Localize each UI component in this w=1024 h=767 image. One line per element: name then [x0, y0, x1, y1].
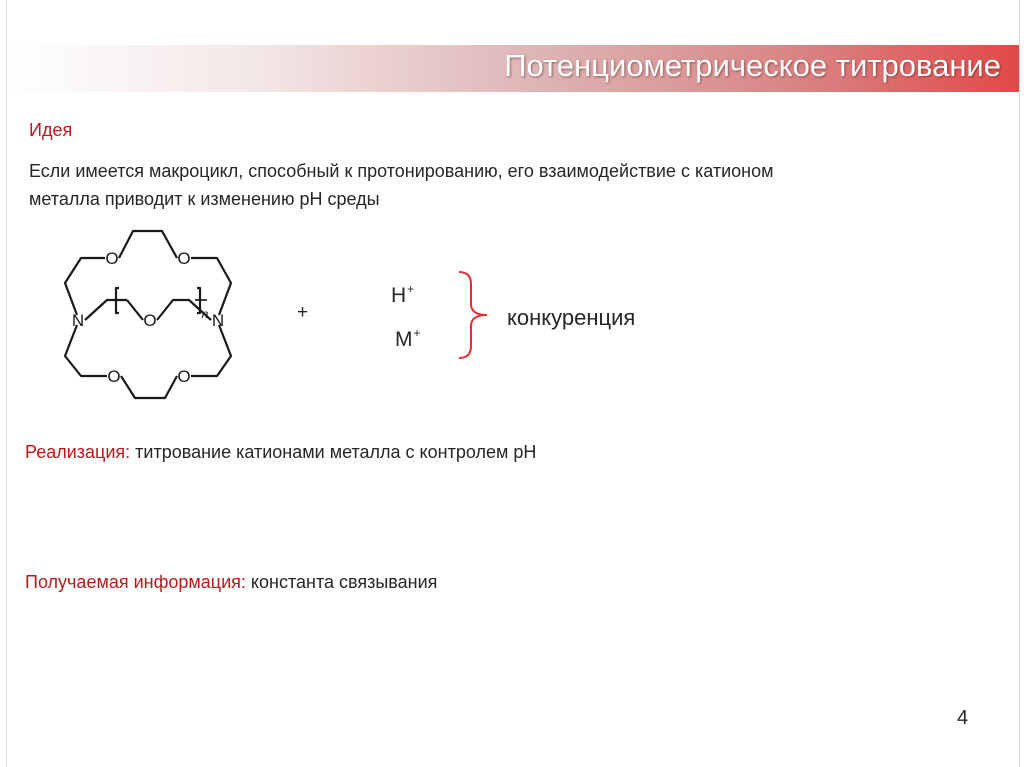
- repeat-index: n: [201, 307, 209, 321]
- atom-oxygen: O: [105, 249, 119, 268]
- idea-text-line-2: металла приводит к изменению pH среды: [29, 189, 380, 209]
- atom-nitrogen: N: [211, 311, 225, 330]
- slide-title: Потенциометрическое титрование: [504, 48, 1001, 83]
- information-label: Получаемая информация:: [25, 572, 246, 592]
- idea-text-line-1: Если имеется макроцикл, способный к протонированию, его взаимодействие с катионом: [29, 161, 774, 181]
- metal-ion: [395, 326, 421, 352]
- metal-charge: +: [413, 326, 421, 340]
- proton-symbol: H: [391, 284, 407, 307]
- cryptand-structure: [47, 228, 257, 413]
- page-number: 4: [957, 707, 969, 729]
- slide: [6, 0, 1020, 767]
- implementation-row: [25, 442, 536, 463]
- idea-text: [29, 157, 989, 213]
- plus-sign: +: [297, 302, 309, 323]
- proton-charge: +: [407, 282, 415, 296]
- proton-ion: [391, 282, 414, 308]
- metal-symbol: M: [395, 328, 413, 351]
- atom-nitrogen: N: [71, 311, 85, 330]
- atom-oxygen: O: [177, 367, 191, 386]
- implementation-text: титрование катионами металла с контролем pH: [130, 442, 537, 462]
- atom-oxygen: O: [143, 311, 157, 330]
- competition-label: конкуренция: [507, 305, 636, 330]
- idea-heading: Идея: [29, 120, 73, 140]
- information-text: константа связывания: [245, 572, 438, 592]
- curly-brace: [457, 270, 503, 360]
- information-row: [25, 572, 437, 593]
- atom-oxygen: O: [107, 367, 121, 386]
- implementation-label: Реализация:: [25, 442, 131, 462]
- title-bar: [7, 45, 1019, 92]
- atom-oxygen: O: [177, 249, 191, 268]
